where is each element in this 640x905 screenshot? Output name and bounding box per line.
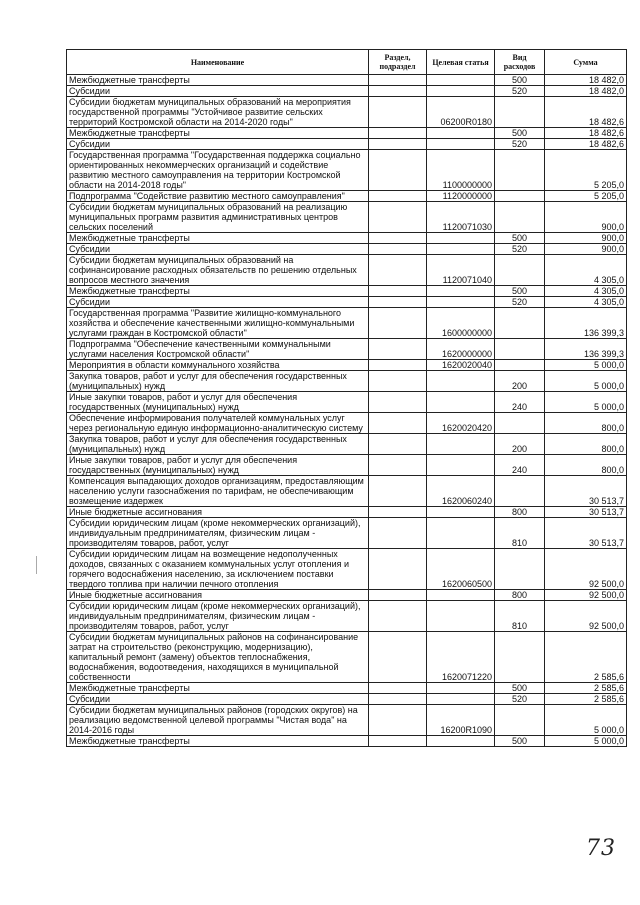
- cell-section: [369, 455, 427, 476]
- cell-name: Компенсация выпадающих доходов организациям, предоставляющим населению услуги газоснабжения по тарифам, не обеспечивающим возмещение издержек: [67, 476, 369, 507]
- cell-expense-type: [495, 549, 545, 590]
- cell-name: Межбюджетные трансферты: [67, 286, 369, 297]
- table-row: [67, 590, 627, 601]
- cell-name: Закупка товаров, работ и услуг для обеспечения государственных (муниципальных) нужд: [67, 434, 369, 455]
- header-section: Раздел, подраздел: [369, 50, 427, 75]
- cell-sum: 18 482,0: [545, 75, 627, 86]
- cell-sum: 2 585,6: [545, 632, 627, 683]
- cell-expense-type: 200: [495, 434, 545, 455]
- cell-name: Межбюджетные трансферты: [67, 736, 369, 747]
- cell-article: 1620060240: [427, 476, 495, 507]
- cell-expense-type: [495, 339, 545, 360]
- cell-name: Межбюджетные трансферты: [67, 683, 369, 694]
- cell-sum: 5 205,0: [545, 191, 627, 202]
- cell-name: Государственная программа "Государственная поддержка социально ориентированных некоммерческих организаций и содействие развитию местного самоуправления на территории Костромской области на 2014-2018 годы": [67, 150, 369, 191]
- cell-section: [369, 286, 427, 297]
- table-row: [67, 339, 627, 360]
- cell-name: Субсидии бюджетам муниципальных образований на софинансирование расходных обязательств по решению отдельных вопросов местного значения: [67, 255, 369, 286]
- cell-article: 1620060500: [427, 549, 495, 590]
- cell-section: [369, 128, 427, 139]
- cell-sum: 5 000,0: [545, 736, 627, 747]
- cell-sum: 2 585,6: [545, 694, 627, 705]
- cell-sum: 800,0: [545, 455, 627, 476]
- cell-expense-type: 520: [495, 297, 545, 308]
- cell-sum: 4 305,0: [545, 297, 627, 308]
- cell-expense-type: 240: [495, 455, 545, 476]
- table-row: [67, 286, 627, 297]
- cell-article: [427, 736, 495, 747]
- cell-sum: 5 000,0: [545, 360, 627, 371]
- cell-name: Субсидии юридическим лицам (кроме некоммерческих организаций), индивидуальным предпринимателям, физическим лицам - производителям товаров, работ, услуг: [67, 601, 369, 632]
- cell-sum: 5 000,0: [545, 371, 627, 392]
- table-row: [67, 705, 627, 736]
- page-number: 73: [586, 836, 616, 861]
- table-row: [67, 683, 627, 694]
- cell-article: 1120000000: [427, 191, 495, 202]
- table-row: [67, 371, 627, 392]
- cell-name: Межбюджетные трансферты: [67, 75, 369, 86]
- cell-expense-type: 520: [495, 694, 545, 705]
- cell-sum: 92 500,0: [545, 549, 627, 590]
- header-name: Наименование: [67, 50, 369, 75]
- cell-expense-type: 500: [495, 75, 545, 86]
- table-row: [67, 601, 627, 632]
- cell-name: Субсидии: [67, 244, 369, 255]
- cell-sum: 5 205,0: [545, 150, 627, 191]
- cell-article: 1620000000: [427, 339, 495, 360]
- table-row: [67, 518, 627, 549]
- cell-sum: 5 000,0: [545, 705, 627, 736]
- table-row: [67, 244, 627, 255]
- cell-article: [427, 518, 495, 549]
- cell-sum: 800,0: [545, 434, 627, 455]
- cell-article: 1620071220: [427, 632, 495, 683]
- cell-section: [369, 191, 427, 202]
- cell-sum: 92 500,0: [545, 590, 627, 601]
- table-row: [67, 507, 627, 518]
- table-row: [67, 139, 627, 150]
- cell-name: Субсидии бюджетам муниципальных районов (городских округов) на реализацию ведомственной целевой программы "Чистая вода" на 2014-2016 годы: [67, 705, 369, 736]
- cell-article: [427, 601, 495, 632]
- cell-article: 06200R0180: [427, 97, 495, 128]
- cell-expense-type: [495, 255, 545, 286]
- cell-article: [427, 297, 495, 308]
- cell-sum: 900,0: [545, 202, 627, 233]
- cell-expense-type: 810: [495, 601, 545, 632]
- cell-article: [427, 455, 495, 476]
- cell-section: [369, 360, 427, 371]
- table-row: [67, 413, 627, 434]
- cell-expense-type: 500: [495, 128, 545, 139]
- table-row: [67, 86, 627, 97]
- cell-sum: 900,0: [545, 233, 627, 244]
- cell-name: Мероприятия в области коммунального хозяйства: [67, 360, 369, 371]
- cell-expense-type: 500: [495, 683, 545, 694]
- table-row: [67, 455, 627, 476]
- cell-sum: 18 482,6: [545, 139, 627, 150]
- cell-expense-type: [495, 202, 545, 233]
- cell-sum: 800,0: [545, 413, 627, 434]
- cell-name: Субсидии юридическим лицам (кроме некоммерческих организаций), индивидуальным предпринимателям, физическим лицам - производителям товаров, работ, услуг: [67, 518, 369, 549]
- cell-section: [369, 371, 427, 392]
- cell-section: [369, 736, 427, 747]
- cell-article: [427, 75, 495, 86]
- cell-expense-type: [495, 150, 545, 191]
- cell-article: [427, 434, 495, 455]
- cell-section: [369, 601, 427, 632]
- cell-article: 1120071030: [427, 202, 495, 233]
- cell-section: [369, 705, 427, 736]
- cell-name: Подпрограмма "Содействие развитию местного самоуправления": [67, 191, 369, 202]
- cell-name: Межбюджетные трансферты: [67, 128, 369, 139]
- cell-article: [427, 128, 495, 139]
- cell-section: [369, 233, 427, 244]
- cell-article: 1120071040: [427, 255, 495, 286]
- cell-article: 1100000000: [427, 150, 495, 191]
- cell-expense-type: 520: [495, 86, 545, 97]
- table-header-row: [67, 50, 627, 75]
- cell-expense-type: [495, 308, 545, 339]
- cell-article: [427, 371, 495, 392]
- table-body: [67, 75, 627, 747]
- cell-sum: 4 305,0: [545, 255, 627, 286]
- cell-section: [369, 202, 427, 233]
- cell-section: [369, 86, 427, 97]
- cell-sum: 5 000,0: [545, 392, 627, 413]
- cell-sum: 30 513,7: [545, 507, 627, 518]
- cell-article: [427, 392, 495, 413]
- cell-expense-type: 240: [495, 392, 545, 413]
- cell-article: [427, 86, 495, 97]
- cell-name: Субсидии бюджетам муниципальных образований на реализацию муниципальных программ развития административных центров сельских поселений: [67, 202, 369, 233]
- cell-expense-type: 200: [495, 371, 545, 392]
- cell-section: [369, 150, 427, 191]
- budget-table: [66, 49, 627, 747]
- table-row: [67, 736, 627, 747]
- cell-sum: 18 482,6: [545, 128, 627, 139]
- cell-article: [427, 286, 495, 297]
- cell-section: [369, 549, 427, 590]
- cell-section: [369, 308, 427, 339]
- cell-name: Субсидии бюджетам муниципальных районов на софинансирование затрат на строительство (реконструкцию, модернизацию), капитальный ремонт (замену) объектов теплоснабжения, водоснабжения, водоотведения, находящихся в муниципальной собственности: [67, 632, 369, 683]
- table-row: [67, 476, 627, 507]
- cell-section: [369, 434, 427, 455]
- cell-sum: 136 399,3: [545, 308, 627, 339]
- table-row: [67, 360, 627, 371]
- cell-name: Субсидии: [67, 694, 369, 705]
- cell-section: [369, 139, 427, 150]
- cell-sum: 136 399,3: [545, 339, 627, 360]
- cell-article: [427, 590, 495, 601]
- cell-article: [427, 507, 495, 518]
- table-row: [67, 128, 627, 139]
- header-article: Целевая статья: [427, 50, 495, 75]
- cell-sum: 30 513,7: [545, 476, 627, 507]
- cell-name: Подпрограмма "Обеспечение качественными коммунальными услугами населения Костромской области": [67, 339, 369, 360]
- cell-article: 1620020040: [427, 360, 495, 371]
- cell-article: [427, 233, 495, 244]
- cell-name: Иные бюджетные ассигнования: [67, 507, 369, 518]
- cell-sum: 92 500,0: [545, 601, 627, 632]
- table-row: [67, 297, 627, 308]
- cell-section: [369, 590, 427, 601]
- table-row: [67, 150, 627, 191]
- table-row: [67, 202, 627, 233]
- cell-article: [427, 683, 495, 694]
- table-row: [67, 694, 627, 705]
- cell-section: [369, 339, 427, 360]
- cell-expense-type: 520: [495, 139, 545, 150]
- cell-name: Иные закупки товаров, работ и услуг для обеспечения государственных (муниципальных) нужд: [67, 455, 369, 476]
- table-row: [67, 255, 627, 286]
- cell-section: [369, 255, 427, 286]
- cell-expense-type: [495, 413, 545, 434]
- cell-section: [369, 413, 427, 434]
- table-row: [67, 233, 627, 244]
- cell-expense-type: 500: [495, 233, 545, 244]
- cell-name: Иные бюджетные ассигнования: [67, 590, 369, 601]
- cell-article: 1620020420: [427, 413, 495, 434]
- cell-section: [369, 244, 427, 255]
- cell-sum: 30 513,7: [545, 518, 627, 549]
- cell-name: Иные закупки товаров, работ и услуг для обеспечения государственных (муниципальных) нужд: [67, 392, 369, 413]
- cell-name: Субсидии: [67, 139, 369, 150]
- cell-name: Закупка товаров, работ и услуг для обеспечения государственных (муниципальных) нужд: [67, 371, 369, 392]
- cell-section: [369, 297, 427, 308]
- header-expense-type: Вид расходов: [495, 50, 545, 75]
- cell-article: [427, 694, 495, 705]
- cell-name: Межбюджетные трансферты: [67, 233, 369, 244]
- cell-sum: 18 482,0: [545, 86, 627, 97]
- cell-section: [369, 683, 427, 694]
- table-row: [67, 97, 627, 128]
- cell-sum: 18 482,6: [545, 97, 627, 128]
- table-row: [67, 75, 627, 86]
- cell-sum: 4 305,0: [545, 286, 627, 297]
- cell-expense-type: 500: [495, 286, 545, 297]
- cell-section: [369, 518, 427, 549]
- cell-section: [369, 694, 427, 705]
- cell-article: [427, 244, 495, 255]
- cell-name: Субсидии юридическим лицам на возмещение недополученных доходов, связанных с оказанием коммунальных услуг отопления и горячего водоснабжения населению, за исключением поставки твердого топлива при наличии печного отопления: [67, 549, 369, 590]
- cell-name: Субсидии: [67, 297, 369, 308]
- cell-expense-type: [495, 705, 545, 736]
- cell-name: Субсидии бюджетам муниципальных образований на мероприятия государственной программы "Устойчивое развитие сельских территорий Костромской области на 2014-2020 годы": [67, 97, 369, 128]
- cell-name: Обеспечение информирования получателей коммунальных услуг через региональную единую информационно-аналитическую систему: [67, 413, 369, 434]
- cell-expense-type: 800: [495, 507, 545, 518]
- header-sum: Сумма: [545, 50, 627, 75]
- table-row: [67, 549, 627, 590]
- cell-name: Государственная программа "Развитие жилищно-коммунального хозяйства и обеспечение качественными жилищно-коммунальными услугами граждан в Костромской области": [67, 308, 369, 339]
- cell-article: 1600000000: [427, 308, 495, 339]
- margin-mark: [36, 556, 37, 574]
- cell-expense-type: 520: [495, 244, 545, 255]
- cell-expense-type: 810: [495, 518, 545, 549]
- cell-section: [369, 632, 427, 683]
- cell-expense-type: [495, 360, 545, 371]
- cell-section: [369, 75, 427, 86]
- cell-expense-type: 500: [495, 736, 545, 747]
- table-row: [67, 434, 627, 455]
- cell-sum: 2 585,6: [545, 683, 627, 694]
- table-row: [67, 392, 627, 413]
- table-row: [67, 191, 627, 202]
- cell-section: [369, 392, 427, 413]
- cell-name: Субсидии: [67, 86, 369, 97]
- cell-sum: 900,0: [545, 244, 627, 255]
- cell-expense-type: [495, 476, 545, 507]
- cell-expense-type: 800: [495, 590, 545, 601]
- cell-section: [369, 476, 427, 507]
- cell-expense-type: [495, 632, 545, 683]
- cell-expense-type: [495, 191, 545, 202]
- cell-article: [427, 139, 495, 150]
- cell-expense-type: [495, 97, 545, 128]
- table-row: [67, 632, 627, 683]
- cell-section: [369, 507, 427, 518]
- cell-article: 16200R1090: [427, 705, 495, 736]
- cell-section: [369, 97, 427, 128]
- table-row: [67, 308, 627, 339]
